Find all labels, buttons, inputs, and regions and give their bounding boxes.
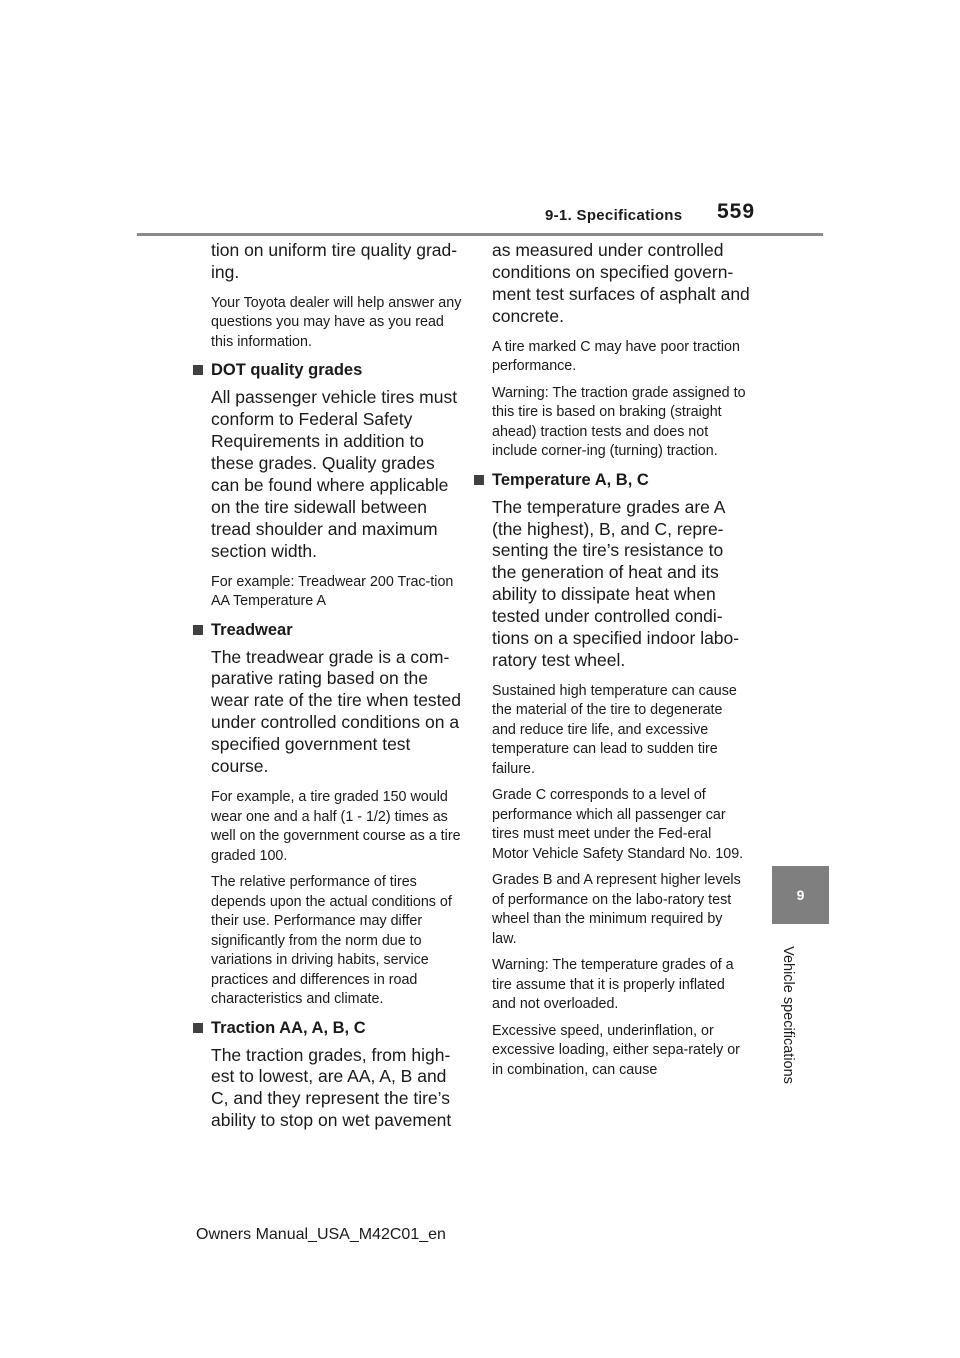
right-column	[492, 240, 750, 1087]
heading-text: Temperature A, B, C	[492, 470, 649, 489]
square-bullet-icon	[193, 625, 203, 635]
paragraph: Your Toyota dealer will help answer any questions you may have as you read this information.	[211, 294, 462, 350]
paragraph: All passenger vehicle tires must conform to Federal Safety Requirements in addition to these grades. Quality grades can be found where applicable on the tire sidewall between tread shoulder and maximum section width.	[211, 387, 458, 561]
heading-text: Traction AA, A, B, C	[211, 1018, 366, 1037]
paragraph: A tire marked C may have poor traction performance.	[492, 338, 740, 375]
paragraph: Excessive speed, underinflation, or excessive loading, either sepa-rately or in combination, can cause	[492, 1022, 740, 1078]
paragraph: The treadwear grade is a com-parative rating based on the wear rate of the tire when tested under controlled conditions on a specified government test course.	[211, 646, 461, 777]
header-divider	[137, 233, 823, 236]
section-heading-traction	[193, 1017, 467, 1039]
paragraph: Warning: The temperature grades of a tire assume that it is properly inflated and not overloaded.	[492, 957, 734, 1013]
paragraph: The temperature grades are A (the highest), B, and C, repre-senting the tire’s resistance to the generation of heat and its ability to dissipate heat when tested under controlled condi-tions on a specified indoor labo-ratory test wheel.	[492, 496, 740, 670]
section-title: 9-1. Specifications	[545, 207, 683, 224]
paragraph: as measured under controlled conditions on specified govern-ment test surfaces of asphalt and concrete.	[492, 240, 750, 326]
footer-manual-id: Owners Manual_USA_M42C01_en	[196, 1226, 446, 1243]
chapter-label	[772, 932, 804, 1097]
heading-text: Treadwear	[211, 620, 293, 639]
section-heading-temperature	[474, 469, 750, 491]
square-bullet-icon	[193, 365, 203, 375]
chapter-label-text: Vehicle specifications	[780, 945, 797, 1084]
paragraph: The relative performance of tires depends upon the actual conditions of their use. Performance may differ significantly from the norm due to variations in driving habits, service practices and differences in road characteristics and climate.	[211, 874, 452, 1007]
paragraph: For example, a tire graded 150 would wear one and a half (1 - 1/2) times as well on the government course as a tire graded 100.	[211, 789, 461, 864]
section-heading-dot-quality	[193, 359, 467, 381]
paragraph: Grades B and A represent higher levels of performance on the labo-ratory test wheel than the minimum required by law.	[492, 872, 741, 947]
square-bullet-icon	[474, 475, 484, 485]
section-heading-treadwear	[193, 619, 467, 641]
paragraph: Warning: The traction grade assigned to this tire is based on braking (straight ahead) traction tests and does not include corner-ing (turning) traction.	[492, 384, 746, 460]
chapter-tab	[772, 866, 829, 924]
paragraph: Grade C corresponds to a level of performance which all passenger car tires must meet under the Fed-eral Motor Vehicle Safety Standard No. 109.	[492, 787, 744, 862]
left-column	[211, 240, 467, 1142]
paragraph: tion on uniform tire quality grad-ing.	[211, 240, 458, 282]
paragraph: Sustained high temperature can cause the material of the tire to degenerate and reduce tire life, and excessive temperature can lead to sudden tire failure.	[492, 682, 737, 777]
square-bullet-icon	[193, 1023, 203, 1033]
chapter-number: 9	[796, 887, 805, 903]
paragraph: For example: Treadwear 200 Trac-tion AA Temperature A	[211, 573, 454, 610]
heading-text: DOT quality grades	[211, 361, 363, 380]
page-number: 559	[717, 200, 756, 223]
paragraph: The traction grades, from high-est to lowest, are AA, A, B and C, and they represent the tire’s ability to stop on wet pavement	[211, 1044, 452, 1131]
